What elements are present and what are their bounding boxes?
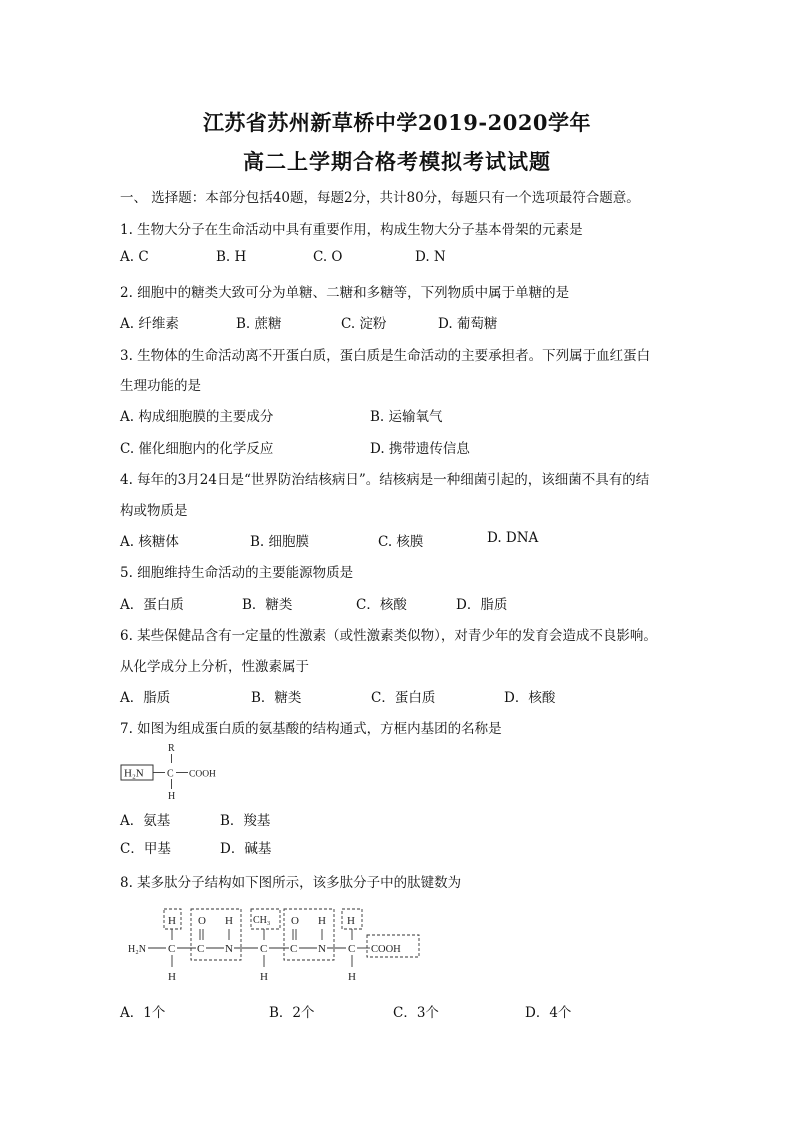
carbon-carbonyl-1: C [197, 943, 205, 955]
question-7-stem: 7. 如图为组成蛋白质的氨基酸的结构通式，方框内基团的名称是 [120, 721, 502, 737]
question-6-stem-line-1: 6. 某些保健品含有一定量的性激素（或性激素类似物），对青少年的发育会造成不良影响。 [120, 628, 657, 644]
h-atom-label: H [168, 791, 176, 802]
cooh-terminus: COOH [371, 944, 401, 955]
h-atom-bottom-1: H [168, 971, 176, 983]
question-8-option-d: D．4个 [525, 1005, 572, 1021]
question-4-option-a: A. 核糖体 [120, 534, 179, 550]
question-3-stem-line-2: 生理功能的是 [120, 378, 201, 394]
question-2-option-c: C. 淀粉 [341, 316, 387, 332]
question-4-stem-line-1: 4. 每年的3月24日是“世界防治结核病日”。结核病是一种细菌引起的，该细菌不具有的结 [120, 472, 650, 488]
o-atom-1: O [198, 915, 206, 927]
r-group-label: R [168, 743, 175, 754]
question-4-option-d: D. DNA [487, 530, 539, 546]
question-4-option-c: C. 核膜 [378, 534, 424, 550]
carboxyl-label: COOH [189, 769, 216, 780]
h-atom-top-1: H [168, 915, 176, 927]
h-atom-n-2: H [318, 915, 326, 927]
h-atom-bottom-2: H [260, 971, 268, 983]
question-1-option-b: B. H [216, 249, 247, 265]
carbon-carbonyl-2: C [290, 943, 298, 955]
question-1-option-d: D. N [415, 249, 446, 265]
amino-acid-structure-diagram [118, 738, 238, 804]
nitrogen-2: N [318, 943, 326, 955]
question-7-option-a: A．氨基 [120, 813, 171, 829]
question-5-option-b: B．糖类 [242, 597, 293, 613]
h-atom-n-1: H [225, 915, 233, 927]
question-1-option-a: A. C [120, 249, 149, 265]
title-line-2: 高二上学期合格考模拟考试试题 [243, 149, 551, 174]
h-atom-bottom-3: H [348, 971, 356, 983]
question-6-option-b: B．糖类 [251, 690, 302, 706]
question-1-option-c: C. O [313, 249, 343, 265]
question-3-option-b: B. 运输氧气 [370, 409, 443, 425]
question-2-option-d: D. 葡萄糖 [438, 316, 498, 332]
h2n-label: H₂N [124, 767, 144, 780]
question-1-stem: 1. 生物大分子在生命活动中具有重要作用，构成生物大分子基本骨架的元素是 [120, 222, 583, 238]
question-6-stem-line-2: 从化学成分上分析，性激素属于 [120, 659, 309, 675]
ch3-group: CH₃ [253, 915, 271, 926]
question-4-option-b: B. 细胞膜 [250, 534, 310, 550]
question-5-option-d: D．脂质 [456, 597, 508, 613]
question-8-stem: 8. 某多肽分子结构如下图所示，该多肽分子中的肽键数为 [120, 875, 462, 891]
h2n-terminus: H₂N [128, 944, 146, 955]
question-5-option-a: A．蛋白质 [120, 597, 184, 613]
nitrogen-1: N [225, 943, 233, 955]
question-8-option-a: A．1个 [120, 1005, 166, 1021]
question-8-option-b: B．2个 [269, 1005, 315, 1021]
carbon-alpha-3: C [348, 943, 356, 955]
section-heading: 一、 选择题：本部分包括40题，每题2分，共计80分，每题只有一个选项最符合题意。 [120, 190, 640, 206]
question-7-option-d: D．碱基 [220, 841, 272, 857]
question-8-option-c: C．3个 [393, 1005, 439, 1021]
carbon-alpha-2: C [260, 943, 268, 955]
question-3-option-c: C. 催化细胞内的化学反应 [120, 441, 274, 457]
question-7-option-c: C．甲基 [120, 841, 171, 857]
h-atom-top-2: H [347, 915, 355, 927]
question-6-option-a: A．脂质 [120, 690, 171, 706]
question-5-option-c: C．核酸 [356, 597, 407, 613]
question-4-stem-line-2: 构或物质是 [120, 503, 188, 519]
question-3-option-a: A. 构成细胞膜的主要成分 [120, 409, 274, 425]
title-line-1: 江苏省苏州新草桥中学2019-2020学年 [202, 110, 592, 135]
question-6-option-c: C．蛋白质 [371, 690, 436, 706]
question-2-stem: 2. 细胞中的糖类大致可分为单糖、二糖和多糖等，下列物质中属于单糖的是 [120, 285, 570, 301]
question-2-option-b: B. 蔗糖 [236, 316, 282, 332]
polypeptide-structure-diagram [124, 905, 424, 989]
o-atom-2: O [291, 915, 299, 927]
question-2-option-a: A. 纤维素 [120, 316, 179, 332]
question-3-option-d: D. 携带遗传信息 [370, 441, 470, 457]
carbon-alpha-1: C [168, 943, 176, 955]
question-6-option-d: D．核酸 [504, 690, 556, 706]
question-5-stem: 5. 细胞维持生命活动的主要能源物质是 [120, 565, 354, 581]
question-3-stem-line-1: 3. 生物体的生命活动离不开蛋白质，蛋白质是生命活动的主要承担者。下列属于血红蛋白 [120, 348, 651, 364]
alpha-carbon-label: C [167, 768, 174, 780]
question-7-option-b: B．羧基 [220, 813, 271, 829]
